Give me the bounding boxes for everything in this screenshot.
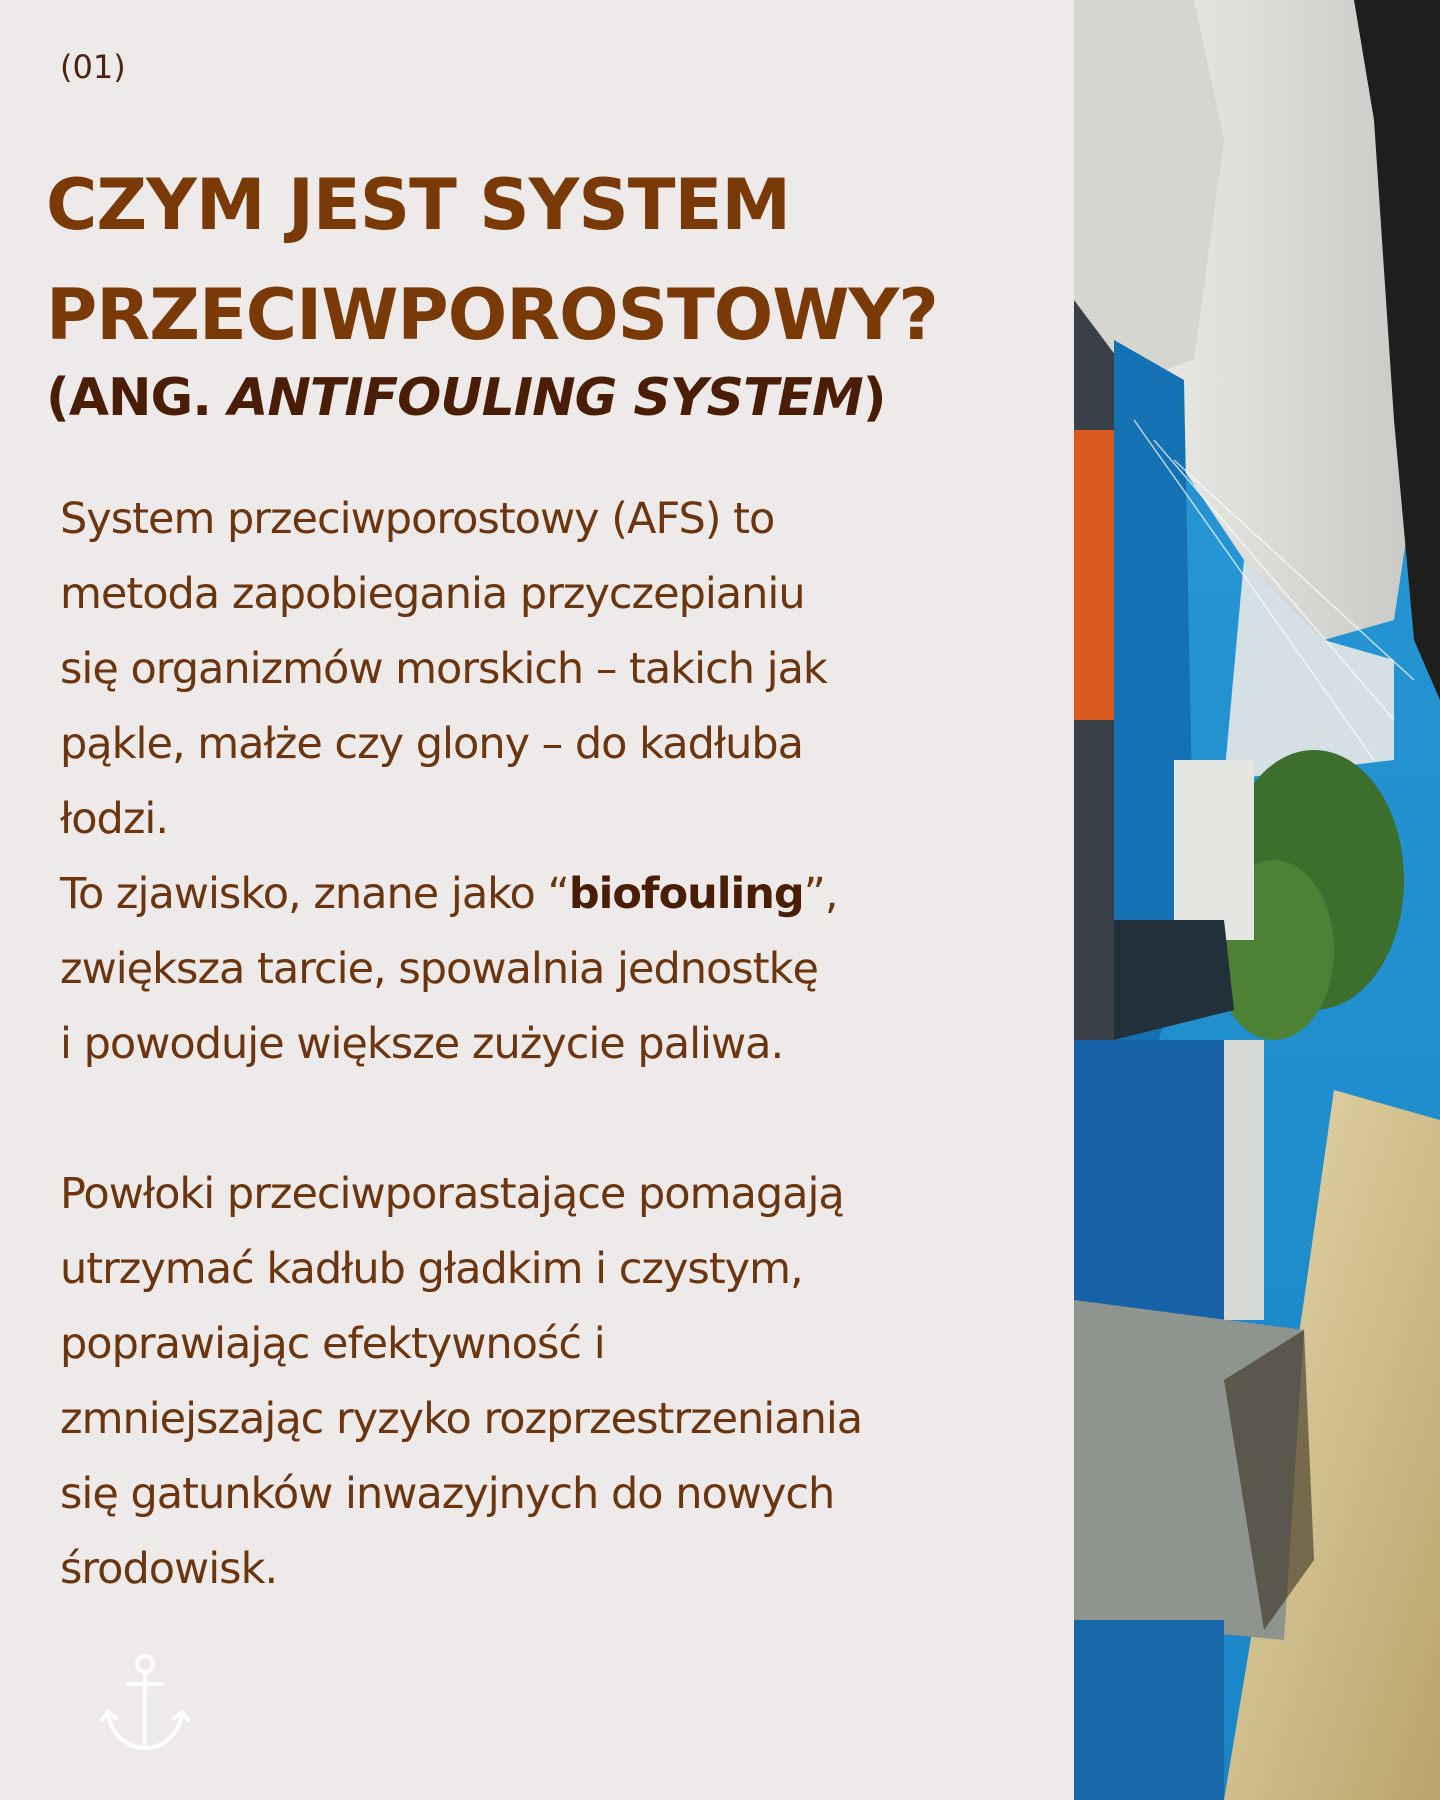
paragraph-line: się organizmów morskich – takich jak [60, 644, 827, 694]
title-line-2: PRZECIWPOROSTOWY? [46, 274, 938, 356]
paragraph-line: utrzymać kadłub gładkim i czystym, [60, 1244, 803, 1294]
paragraph-line: System przeciwporostowy (AFS) to [60, 494, 775, 544]
paragraph-line: Powłoki przeciwporastające pomagają [60, 1169, 844, 1219]
text-segment: To zjawisko, znane jako “ [60, 869, 569, 919]
boat-hulls-photo [1074, 0, 1440, 1800]
paragraph-line: metoda zapobiegania przyczepianiu [60, 569, 805, 619]
paragraph-line: zmniejszając ryzyko rozprzestrzeniania [60, 1394, 863, 1444]
paragraph-line: pąkle, małże czy glony – do kadłuba [60, 719, 804, 769]
text-segment: ”, [803, 869, 838, 919]
paragraph-line: się gatunków inwazyjnych do nowych [60, 1469, 835, 1519]
subtitle-prefix: (ANG. [46, 368, 229, 428]
paragraph-line: zwiększa tarcie, spowalnia jednostkę [60, 944, 818, 994]
paragraph-line [60, 857, 1060, 932]
anchor-icon [100, 1652, 190, 1756]
paragraph-line: poprawiając efektywność i [60, 1319, 605, 1369]
bold-term: biofouling [568, 869, 804, 919]
page-title [46, 150, 938, 370]
subtitle-italic: ANTIFOULING SYSTEM [228, 368, 863, 428]
title-line-1: CZYM JEST SYSTEM [46, 164, 790, 246]
paragraph-line: łodzi. [60, 794, 169, 844]
body-text [60, 482, 1060, 1607]
slide-number: (01) [60, 48, 126, 86]
paragraph-gap [60, 1082, 1060, 1157]
subtitle [46, 368, 885, 428]
paragraph-line: i powoduje większe zużycie paliwa. [60, 1019, 784, 1069]
subtitle-suffix: ) [862, 368, 886, 428]
paragraph-line: środowisk. [60, 1544, 278, 1594]
